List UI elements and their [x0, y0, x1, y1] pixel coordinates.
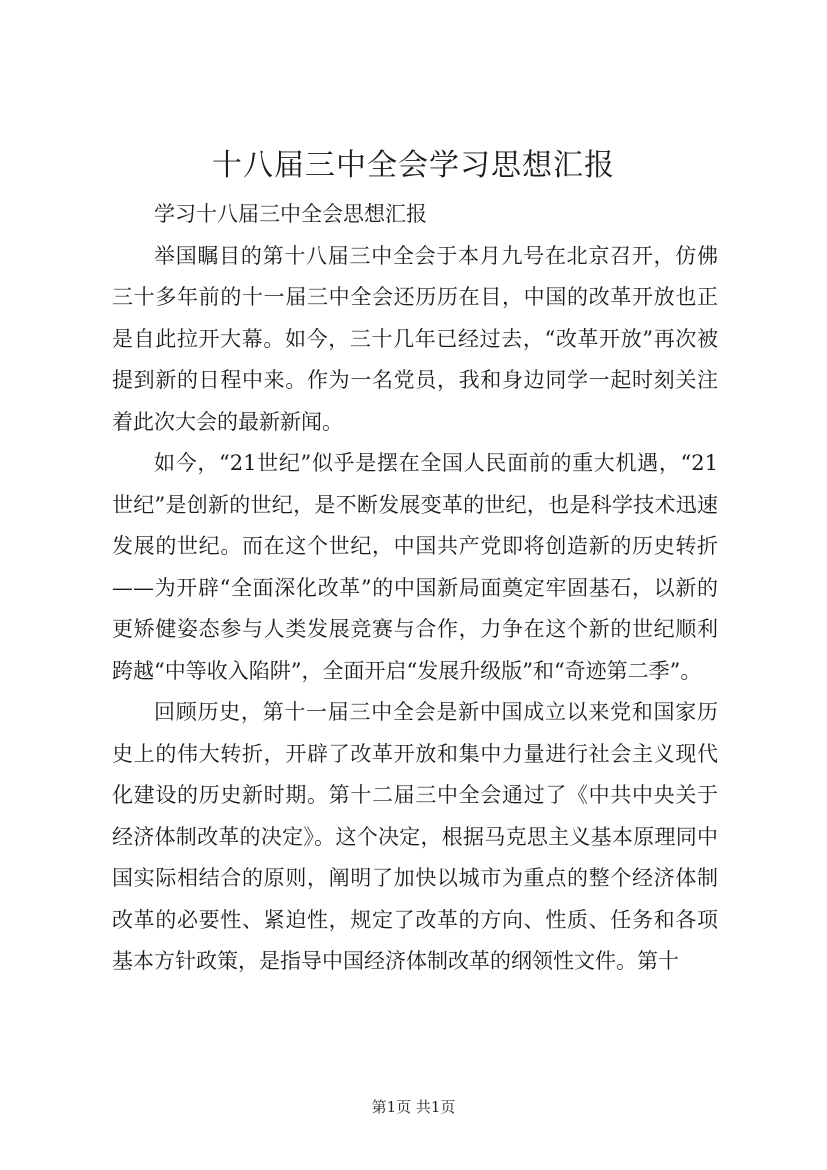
paragraph-subtitle: 学习十八届三中全会思想汇报: [154, 202, 427, 226]
document-title: 十八届三中全会学习思想汇报: [212, 148, 615, 183]
paragraph: 举国瞩目的第十八届三中全会于本月九号在北京召开，仿佛三十多年前的十一届三中全会还历历在目，中国的改革开放也正是自此拉开大幕。如今，三十几年已经过去，“改革开放”再次被提到新的日程中来。作为一名党员，我和身边同学一起时刻关注着此次大会的最新新闻。: [112, 243, 718, 434]
paragraph: 回顾历史，第十一届三中全会是新中国成立以来党和国家历史上的伟大转折，开辟了改革开放和集中力量进行社会主义现代化建设的历史新时期。第十二届三中全会通过了《中共中央关于经济体制改革的决定》。这个决定，根据马克思主义基本原理同中国实际相结合的原则，阐明了加快以城市为重点的整个经济体制改革的必要性、紧迫性，规定了改革的方向、性质、任务和各项基本方针政策，是指导中国经济体制改革的纲领性文件。第十: [112, 700, 718, 973]
paragraph: 如今，“21世纪”似乎是摆在全国人民面前的重大机遇，“21世纪”是创新的世纪，是不断发展变革的世纪，也是科学技术迅速发展的世纪。而在这个世纪，中国共产党即将创造新的历史转折——为开辟“全面深化改革”的中国新局面奠定牢固基石，以新的更矫健姿态参与人类发展竞赛与合作，力争在这个新的世纪顺利跨越“中等收入陷阱”，全面开启“发展升级版”和“奇迹第二季”。: [112, 451, 718, 683]
page-number-footer: 第1页 共1页: [371, 1098, 456, 1116]
document-body: [112, 194, 718, 983]
